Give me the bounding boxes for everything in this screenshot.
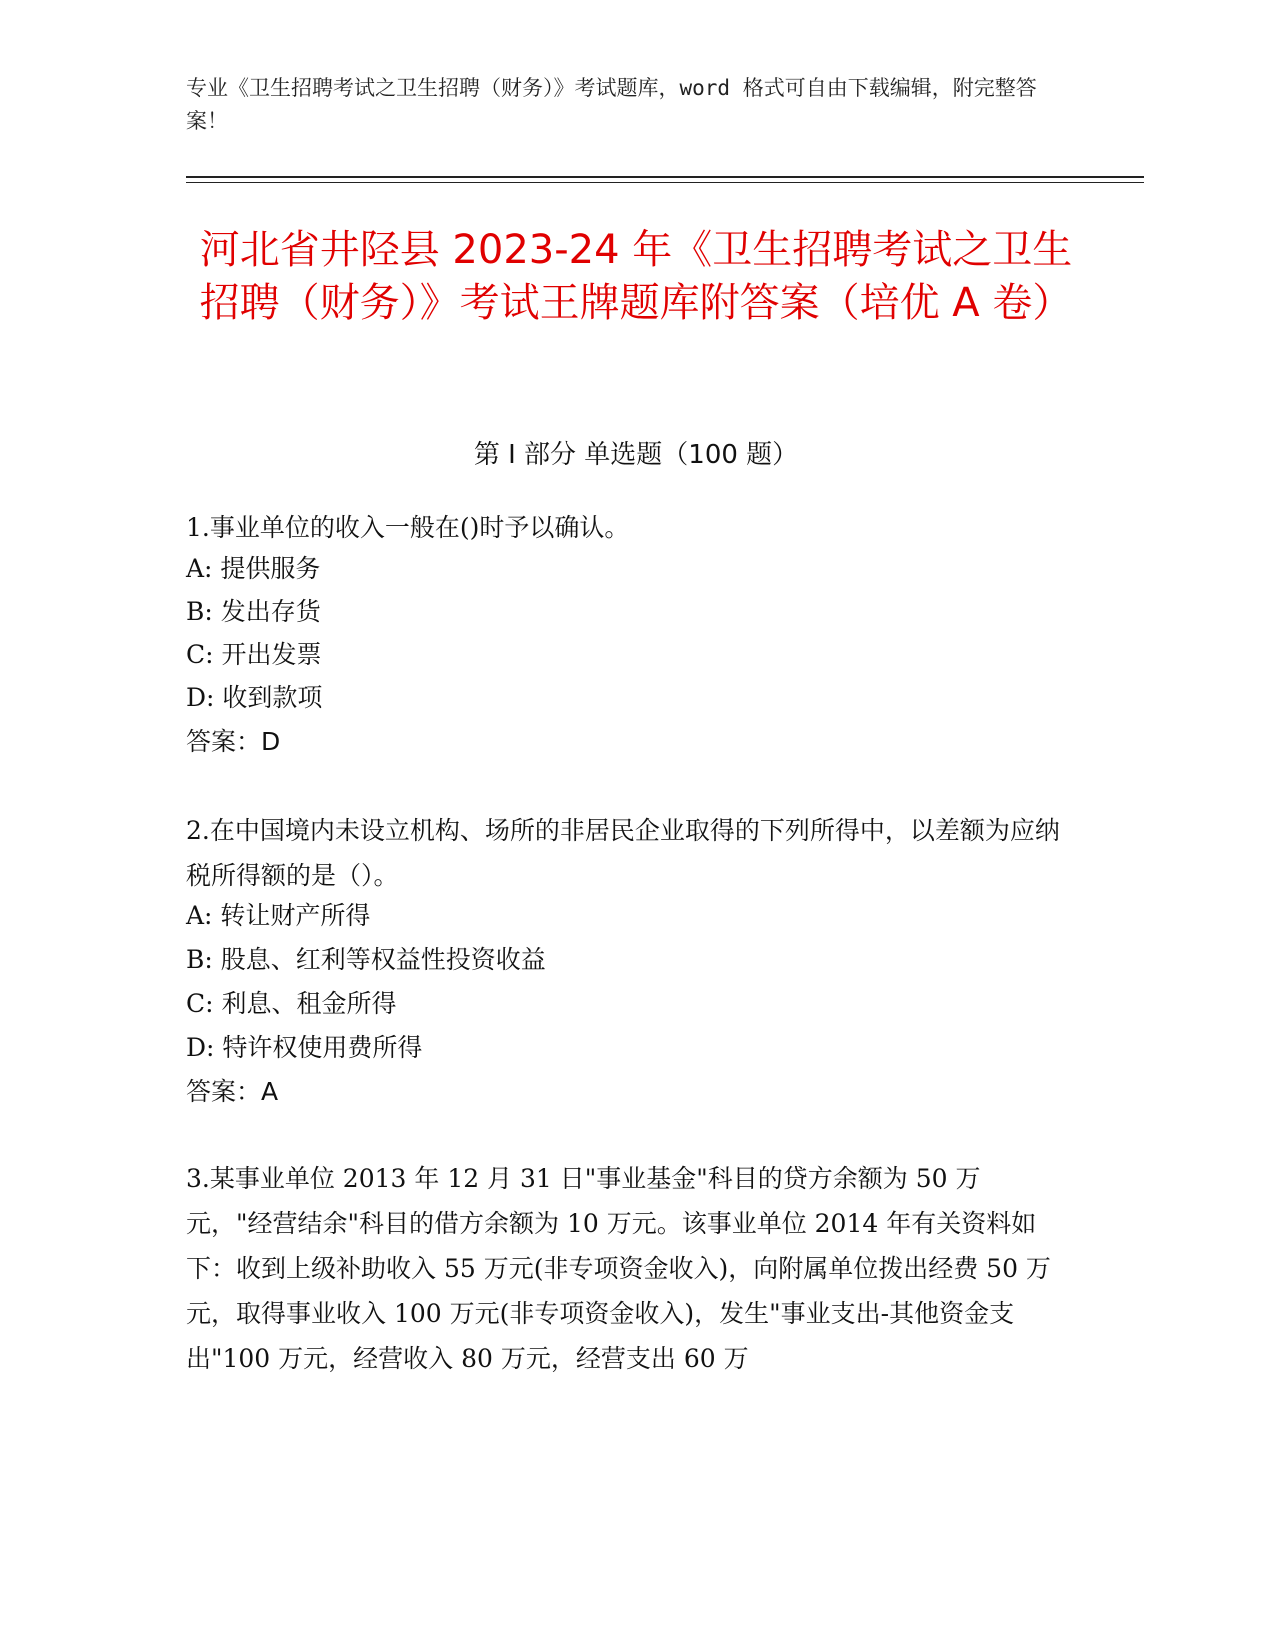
question-2-answer: 答案：A <box>186 1077 279 1106</box>
question-1-option-a: A: 提供服务 <box>186 554 321 583</box>
question-2-option-d: D: 特许权使用费所得 <box>186 1033 423 1062</box>
header-divider-thick <box>186 176 1144 178</box>
question-3-stem: 3.某事业单位 2013 年 12 月 31 日"事业基金"科目的贷方余额为 50 万元，"经营结余"科目的借方余额为 10 万元。该事业单位 2014 年有关资料如下：收到上级补助收入 55 万元(非专项资金收入)，向附属单位拨出经费 50 万元，取得事业收入 100 万元(非专项资金收入)，发生"事业支出-其他资金支出"100 万元，经营收入 80 万元，经营支出 60 万 <box>186 1164 1051 1373</box>
question-1-option-b: B: 发出存货 <box>186 597 321 626</box>
question-1-option-d: D: 收到款项 <box>186 683 323 712</box>
question-2-option-c: C: 利息、租金所得 <box>186 989 397 1018</box>
question-2-stem: 2.在中国境内未设立机构、场所的非居民企业取得的下列所得中，以差额为应纳税所得额的是（）。 <box>186 816 1060 890</box>
header-note: 专业《卫生招聘考试之卫生招聘（财务）》考试题库，word 格式可自由下载编辑，附完整答案！ <box>186 76 1037 133</box>
document-title: 河北省井陉县 2023-24 年《卫生招聘考试之卫生招聘（财务）》考试王牌题库附答案（培优 A 卷） <box>199 227 1073 326</box>
question-1-option-c: C: 开出发票 <box>186 640 322 669</box>
header-divider-thin <box>186 182 1144 183</box>
question-1-stem: 1.事业单位的收入一般在()时予以确认。 <box>186 513 630 542</box>
question-1-answer: 答案：D <box>186 727 281 756</box>
question-2-option-b: B: 股息、红利等权益性投资收益 <box>186 945 546 974</box>
section-title: 第 I 部分 单选题（100 题） <box>473 440 799 470</box>
question-2-option-a: A: 转让财产所得 <box>186 901 371 930</box>
